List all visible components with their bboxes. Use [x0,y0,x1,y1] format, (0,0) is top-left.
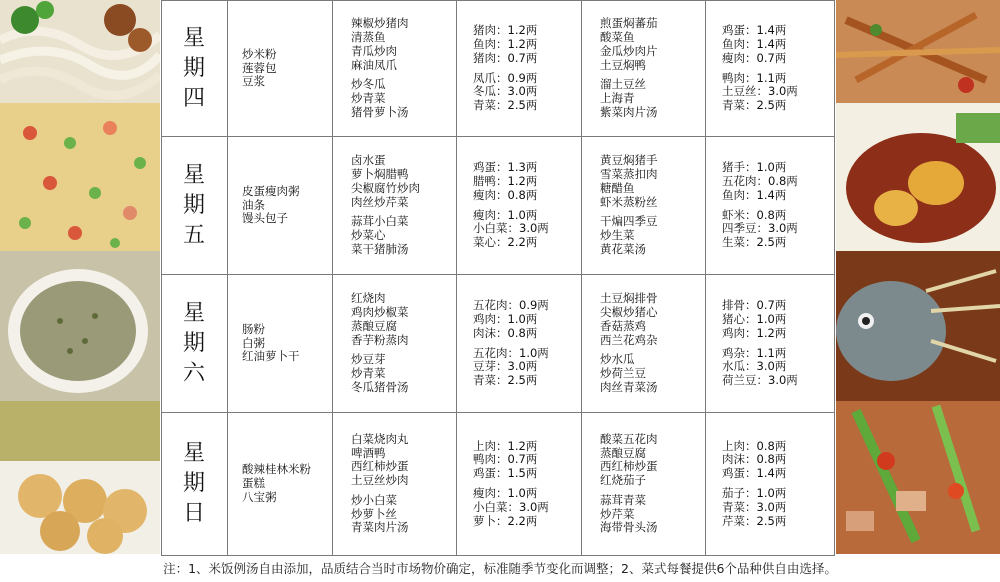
lunch-dish-item: 蒸酿豆腐 [351,318,397,333]
dinner-dish-item: 肉丝青菜汤 [600,379,658,394]
breakfast-item: 馒头包子 [242,211,288,226]
lunch-dishes-cell [333,137,457,275]
lunch-quantity-item: 猪肉：1.2两 [473,23,538,38]
breakfast-cell [228,413,333,556]
dinner-quantity-item: 荷兰豆：3.0两 [722,373,798,388]
lunch-quantity-item: 豆芽：3.0两 [473,359,538,374]
breakfast-item: 八宝粥 [242,489,277,504]
lunch-dish-item: 炒冬瓜 [351,77,386,92]
dinner-dishes-cell [582,1,706,137]
day-label-char: 星 [182,25,206,51]
dinner-quantity-item: 鱼肉：1.4两 [722,187,787,202]
lunch-quantity-item: 鱼肉：1.2两 [473,36,538,51]
dinner-dish-item: 酸菜鱼 [600,30,635,44]
lunch-dishes-cell [333,413,457,556]
lunch-quantities-cell [457,137,582,275]
lunch-dish-item: 炒小白菜 [351,492,397,507]
day-label [162,137,228,275]
lunch-dish-item: 炒萝卜丝 [351,506,397,521]
lunch-dish-item: 肉丝炒芹菜 [351,194,409,209]
breakfast-item: 豆浆 [242,74,265,89]
dinner-quantity-item: 青菜：2.5两 [722,98,787,113]
lunch-dish-item: 卤水蛋 [351,153,386,168]
dinner-quantity-item: 肉沫：0.8两 [722,452,787,467]
day-label-char: 日 [182,501,206,526]
lunch-dish-item: 炒菜心 [351,228,386,243]
dinner-quantity-item: 生菜：2.5两 [722,235,787,250]
dinner-quantity-item: 五花肉：0.8两 [722,173,798,188]
day-label-char: 期 [182,330,206,356]
dinner-dishes-cell [582,413,706,556]
lunch-quantity-item: 青菜：2.5两 [473,98,538,113]
dinner-quantity-item: 茄子：1.0两 [722,486,787,500]
dinner-dish-item: 西兰花鸡杂 [600,332,658,347]
stir-fry-photo [836,401,1000,554]
lunch-quantity-item: 五花肉：1.0两 [473,345,549,360]
lunch-dish-item: 菜干猪肺汤 [351,241,409,256]
lunch-quantities-cell [457,1,582,137]
dinner-dish-item: 上海青 [600,91,635,106]
day-label-char: 六 [182,360,206,386]
lunch-quantity-item: 猪肉：0.7两 [473,50,538,65]
lunch-quantity-item: 鸡蛋：1.3两 [473,160,538,175]
dinner-dish-item: 虾米蒸粉丝 [600,194,658,209]
day-label [162,275,228,413]
breakfast-item: 红油萝卜干 [242,349,300,364]
dinner-quantity-item: 猪手：1.0两 [722,160,787,175]
dinner-quantity-item: 排骨：0.7两 [722,298,787,313]
dinner-quantity-item: 鸡杂：1.1两 [722,345,787,360]
footnote: 注：1、米饭例汤自由添加，品质结合当时市场物价确定，标准随季节变化而调整；2、菜式每餐提供6个品种供自由选择。 [163,561,837,576]
dinner-quantities-cell [706,137,835,275]
breakfast-cell [228,1,333,137]
rice-noodles-photo [0,0,160,103]
day-row [162,1,835,137]
lunch-quantity-item: 凤爪：0.9两 [473,70,538,85]
steamed-fish-photo [836,251,1000,401]
dinner-quantity-item: 上肉：0.8两 [722,438,787,453]
shredded-meat-dish-photo [836,0,1000,103]
dinner-quantities-cell [706,275,835,413]
day-label-char: 星 [182,441,206,466]
breakfast-item: 肠粉 [242,321,265,336]
dinner-quantity-item: 四季豆：3.0两 [722,221,798,236]
lunch-dish-item: 清蒸鱼 [351,30,386,44]
lunch-dish-item: 炒青菜 [351,91,386,106]
lunch-quantities-cell [457,275,582,413]
day-label-char: 四 [182,85,206,111]
dinner-dish-item: 溜土豆丝 [600,77,646,92]
dinner-quantities-cell [706,1,835,137]
breakfast-cell [228,137,333,275]
dinner-dish-item: 黄豆焖猪手 [600,153,658,168]
lunch-dish-item: 麻油凤爪 [351,57,397,72]
lunch-quantity-item: 萝卜：2.2两 [473,513,538,528]
dinner-quantity-item: 鸡蛋：1.4两 [722,466,787,481]
dinner-dish-item: 土豆焖鸭 [600,57,646,72]
lunch-dish-item: 青菜肉片汤 [351,520,409,535]
breakfast-item: 皮蛋瘦肉粥 [242,183,300,198]
dinner-dish-item: 紫菜肉片汤 [600,104,658,119]
day-label [162,1,228,137]
lunch-quantity-item: 冬瓜：3.0两 [473,84,538,99]
dinner-dish-item: 香菇蒸鸡 [600,318,646,333]
breakfast-item: 白粥 [242,335,265,350]
lunch-quantity-item: 瘦肉：0.8两 [473,187,538,202]
mung-bean-porridge-photo [0,251,160,401]
dinner-quantity-item: 水瓜：3.0两 [722,359,787,374]
day-row [162,413,835,556]
lunch-quantity-item: 菜心：2.2两 [473,235,538,250]
dinner-quantity-item: 鸡肉：1.2两 [722,325,787,340]
dinner-dish-item: 金瓜炒肉片 [600,43,658,58]
lunch-quantity-item: 鸭肉：0.7两 [473,452,538,467]
dinner-quantity-item: 土豆丝：3.0两 [722,84,798,99]
day-label-char: 五 [182,222,206,248]
day-label-char: 期 [182,55,206,81]
dinner-quantity-item: 瘦肉：0.7两 [722,50,787,65]
dinner-dish-item: 炒芹菜 [600,506,635,521]
lunch-dish-item: 萝卜焖腊鸭 [351,167,409,181]
lunch-dish-item: 冬瓜猪骨汤 [351,379,409,394]
dinner-dish-item: 糖醋鱼 [600,180,635,195]
breakfast-item: 油条 [242,197,265,212]
dinner-dish-item: 土豆焖排骨 [600,291,658,306]
breakfast-cell [228,275,333,413]
dinner-dish-item: 炒荷兰豆 [600,366,646,381]
lunch-quantity-item: 瘦肉：1.0两 [473,207,538,222]
dinner-dish-item: 尖椒炒猪心 [600,305,658,319]
lunch-quantity-item: 上肉：1.2两 [473,438,538,453]
day-row [162,137,835,275]
day-label-char: 星 [182,162,206,188]
lunch-dish-item: 鸡肉炒椒菜 [351,305,409,319]
dinner-dish-item: 红烧茄子 [600,473,646,488]
lunch-dishes-cell [333,1,457,137]
dinner-quantity-item: 猪心：1.0两 [722,311,787,326]
dinner-dish-item: 雪菜蒸扣肉 [600,167,658,181]
dinner-dish-item: 炒生菜 [600,228,635,243]
breakfast-item: 莲蓉包 [242,60,277,75]
lunch-dish-item: 土豆丝炒肉 [351,473,409,488]
dinner-quantity-item: 芹菜：2.5两 [722,513,787,528]
lunch-dish-item: 蒜茸小白菜 [351,214,409,229]
lunch-quantity-item: 五花肉：0.9两 [473,298,549,313]
lunch-quantities-cell [457,413,582,556]
lunch-dishes-cell [333,275,457,413]
lunch-quantity-item: 青菜：2.5两 [473,373,538,388]
dinner-dishes-cell [582,137,706,275]
lunch-quantity-item: 鸡肉：1.0两 [473,311,538,326]
lunch-dish-item: 炒青菜 [351,366,386,381]
day-label-char: 期 [182,471,206,496]
lunch-quantity-item: 鸡蛋：1.5两 [473,466,538,481]
lunch-dish-item: 西红柿炒蛋 [351,459,409,474]
dinner-dish-item: 蒸酿豆腐 [600,445,646,460]
lunch-dish-item: 青瓜炒肉 [351,43,397,58]
lunch-dish-item: 红烧肉 [351,291,386,306]
dinner-quantity-item: 虾米：0.8两 [722,207,787,222]
dinner-dish-item: 海带骨头汤 [600,520,658,535]
dinner-dish-item: 黄花菜汤 [600,241,646,256]
dinner-quantities-cell [706,413,835,556]
lunch-quantity-item: 小白菜：3.0两 [473,221,549,236]
lunch-quantity-item: 腊鸭：1.2两 [473,173,538,188]
day-label-char: 星 [182,300,206,326]
lunch-quantity-item: 肉沫：0.8两 [473,325,538,340]
lunch-dish-item: 香芋粉蒸肉 [351,332,409,347]
dinner-dish-item: 干煸四季豆 [600,214,658,229]
dinner-dish-item: 炒水瓜 [600,352,635,367]
dinner-dishes-cell [582,275,706,413]
weekly-menu-table [161,0,835,556]
lunch-dish-item: 尖椒腐竹炒肉 [351,180,420,195]
dinner-quantity-item: 鸡蛋：1.4两 [722,23,787,38]
lunch-dish-item: 白菜烧肉丸 [351,431,409,446]
dinner-quantity-item: 鱼肉：1.4两 [722,36,787,51]
breakfast-item: 炒米粉 [242,46,277,61]
day-label-char: 期 [182,192,206,218]
dinner-quantity-item: 鸭肉：1.1两 [722,70,787,85]
lunch-dish-item: 辣椒炒猪肉 [351,16,409,31]
braised-meat-photo [836,103,1000,251]
lunch-dish-item: 啤酒鸭 [351,445,386,460]
day-label [162,413,228,556]
dinner-quantity-item: 青菜：3.0两 [722,499,787,514]
lunch-dish-item: 炒豆芽 [351,352,386,367]
breakfast-item: 蛋糕 [242,476,265,491]
breakfast-item: 酸辣桂林米粉 [242,462,311,477]
sesame-balls-photo [0,401,160,554]
lunch-quantity-item: 瘦肉：1.0两 [473,486,538,500]
dinner-dish-item: 蒜茸青菜 [600,492,646,507]
day-row [162,275,835,413]
dinner-dish-item: 酸菜五花肉 [600,431,658,446]
dinner-dish-item: 煎蛋焖蕃茄 [600,16,658,31]
dinner-dish-item: 西红柿炒蛋 [600,459,658,474]
lunch-quantity-item: 小白菜：3.0两 [473,499,549,514]
fried-rice-photo [0,103,160,251]
lunch-dish-item: 猪骨萝卜汤 [351,104,409,119]
